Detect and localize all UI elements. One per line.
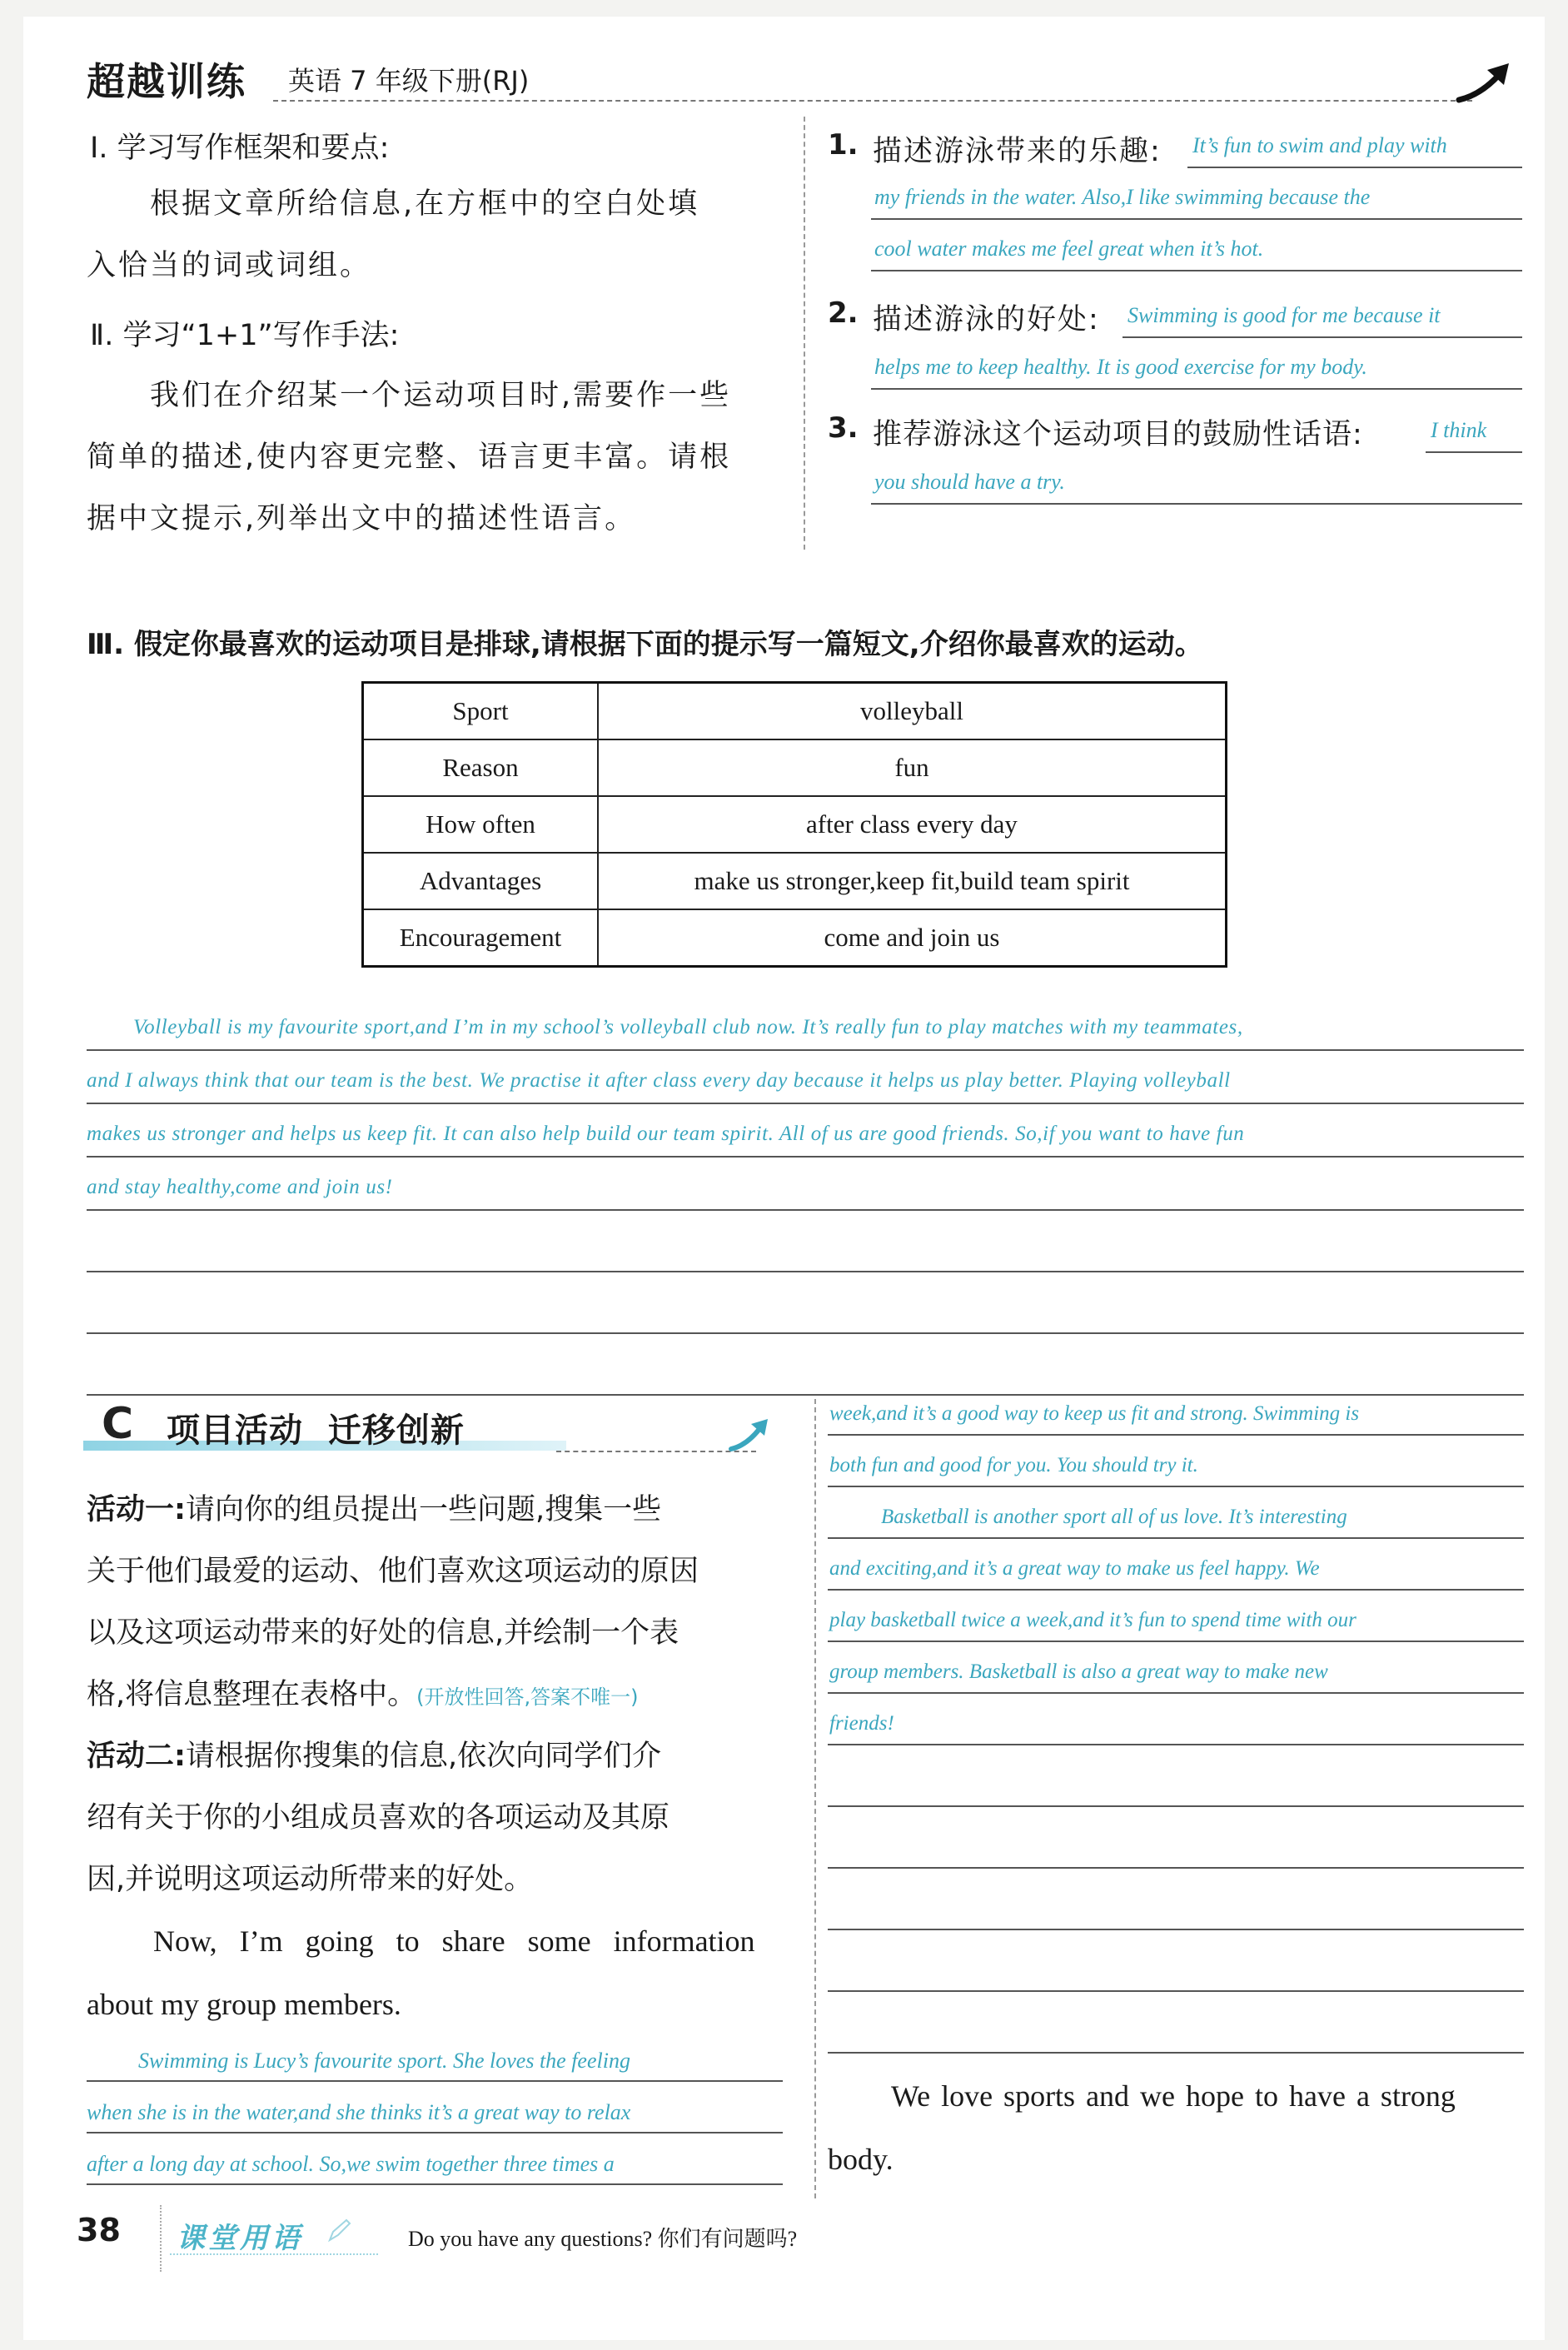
answer-line [871, 503, 1522, 505]
section1-line-2: 入恰当的词或词组。 [87, 249, 372, 282]
writing-line [828, 1641, 1524, 1642]
question-3-number: 3. [828, 411, 859, 445]
section2-line-3: 据中文提示,列举出文中的描述性语言。 [87, 502, 637, 535]
writing-line [87, 2132, 783, 2133]
essay-line-3: makes us stronger and helps us keep fit. It can also help build our team spirit. All of us are good friends. So,if you want to have fun [87, 1123, 1245, 1145]
closing-line-1: We love sports and we hope to have a strong [891, 2079, 1456, 2113]
answer-line [1187, 167, 1522, 168]
writing-line [87, 1103, 1524, 1104]
question-1-number: 1. [828, 128, 859, 162]
pencil-icon [325, 2217, 353, 2245]
section-c-badge: C [102, 1399, 134, 1449]
intro-line-1: Now, I’m going to share some information [153, 1924, 755, 1958]
table-cell: after class every day [598, 796, 1227, 853]
right-answer-line-5: play basketball twice a week,and it’s fun to spend time with our [829, 1609, 1356, 1631]
question-2-answer-1: Swimming is good for me because it [1127, 303, 1441, 327]
column-divider [804, 117, 805, 550]
sport-table [361, 681, 1227, 968]
activity2-text: 请根据你搜集的信息,依次向同学们介 [186, 1740, 662, 1773]
essay-line-1: Volleyball is my favourite sport,and I’m in my school’s volleyball club now. It’s really fun to play matches with my teammates, [133, 1016, 1243, 1038]
header-rule [273, 100, 1472, 102]
essay-line-2: and I always think that our team is the best. We practise it after class every day because it helps us play better. Playing volleyball [87, 1069, 1231, 1092]
activity1-text: 请向你的组员提出一些问题,搜集一些 [186, 1493, 662, 1526]
section2-heading: Ⅱ. 学习“1+1”写作手法: [90, 319, 400, 352]
table-cell: make us stronger,keep fit,build team spirit [598, 853, 1227, 909]
section2-line-1: 我们在介绍某一个运动项目时,需要作一些 [150, 379, 732, 412]
activity2-label: 活动二: [87, 1740, 186, 1773]
header-title: 超越训练 [87, 59, 246, 104]
activity1-line-2: 关于他们最爱的运动、他们喜欢这项运动的原因 [87, 1555, 699, 1588]
question-2-prompt: 描述游泳的好处: [873, 303, 1100, 336]
table-row [363, 796, 1227, 853]
writing-line [828, 1589, 1524, 1591]
activity2-line-3: 因,并说明这项运动所带来的好处。 [87, 1863, 534, 1896]
right-answer-line-7: friends! [829, 1712, 894, 1735]
arrow-icon [728, 1412, 778, 1454]
activity1-line-1 [87, 1479, 661, 1541]
right-answer-line-1: week,and it’s a good way to keep us fit and strong. Swimming is [829, 1402, 1360, 1425]
table-cell: Encouragement [363, 909, 599, 967]
writing-line [828, 1867, 1524, 1869]
writing-line [87, 1156, 1524, 1158]
section1-line-1: 根据文章所给信息,在方框中的空白处填 [150, 187, 700, 221]
essay-line-4: and stay healthy,come and join us! [87, 1176, 393, 1198]
answer-line [871, 270, 1522, 271]
writing-line [87, 2183, 783, 2185]
footer-rule [170, 2253, 378, 2255]
table-cell: fun [598, 739, 1227, 796]
writing-line [828, 1990, 1524, 1992]
table-cell: Sport [363, 683, 599, 740]
writing-line [828, 1929, 1524, 1930]
right-answer-line-2: both fun and good for you. You should try it. [829, 1454, 1198, 1476]
activity1-note: (开放性回答,答案不唯一) [416, 1685, 639, 1709]
writing-line [87, 1049, 1524, 1051]
footer-phrase: Do you have any questions? 你们有问题吗? [408, 2227, 798, 2251]
section2-line-2: 简单的描述,使内容更完整、语言更丰富。请根 [87, 441, 732, 474]
section-c-rule [556, 1451, 756, 1452]
answer-line [1122, 336, 1522, 338]
writing-line [828, 1692, 1524, 1694]
workbook-page [23, 17, 1545, 2340]
activity1-line-3: 以及这项运动带来的好处的信息,并绘制一个表 [87, 1616, 679, 1650]
question-3-answer-2: you should have a try. [874, 470, 1065, 494]
page-number: 38 [77, 2212, 121, 2248]
writing-line [87, 1209, 1524, 1211]
table-cell: How often [363, 796, 599, 853]
column-divider [814, 1399, 816, 2198]
left-answer-line-1: Swimming is Lucy’s favourite sport. She loves the feeling [138, 2049, 630, 2073]
table-cell: volleyball [598, 683, 1227, 740]
writing-line [87, 1271, 1524, 1272]
answer-line [871, 218, 1522, 220]
right-answer-line-3: Basketball is another sport all of us love. It’s interesting [881, 1506, 1347, 1528]
section3-heading: Ⅲ. 假定你最喜欢的运动项目是排球,请根据下面的提示写一篇短文,介绍你最喜欢的运动。 [87, 628, 1203, 661]
question-2-number: 2. [828, 296, 859, 330]
table-row [363, 739, 1227, 796]
question-3-prompt: 推荐游泳这个运动项目的鼓励性话语: [873, 418, 1363, 451]
right-answer-line-4: and exciting,and it’s a great way to make us feel happy. We [829, 1557, 1320, 1580]
writing-line [87, 1394, 1524, 1396]
writing-line [828, 1744, 1524, 1745]
question-1-answer-2: my friends in the water. Also,I like swimming because the [874, 185, 1371, 209]
left-answer-line-3: after a long day at school. So,we swim together three times a [87, 2152, 615, 2176]
question-1-prompt: 描述游泳带来的乐趣: [873, 135, 1162, 168]
activity2-line-2: 绍有关于你的小组成员喜欢的各项运动及其原 [87, 1801, 670, 1835]
closing-line-2: body. [828, 2143, 894, 2176]
question-1-answer-3: cool water makes me feel great when it’s hot. [874, 236, 1264, 261]
activity1-text: 格,将信息整理在表格中。 [87, 1678, 417, 1711]
question-1-answer-1: It’s fun to swim and play with [1192, 133, 1447, 157]
writing-line [828, 1537, 1524, 1539]
answer-line [1426, 451, 1522, 453]
writing-line [828, 1434, 1524, 1436]
intro-line-2: about my group members. [87, 1988, 401, 2021]
question-2-answer-2: helps me to keep healthy. It is good exercise for my body. [874, 355, 1367, 379]
writing-line [87, 2080, 783, 2082]
table-cell: come and join us [598, 909, 1227, 967]
table-cell: Advantages [363, 853, 599, 909]
header-subtitle: 英语 7 年级下册(RJ) [288, 65, 530, 97]
question-3-answer-1: I think [1431, 418, 1487, 442]
writing-line [828, 1805, 1524, 1807]
answer-line [871, 388, 1522, 390]
writing-line [87, 1332, 1524, 1334]
table-row [363, 853, 1227, 909]
section1-heading: Ⅰ. 学习写作框架和要点: [90, 132, 390, 165]
table-cell: Reason [363, 739, 599, 796]
left-answer-line-2: when she is in the water,and she thinks it’s a great way to relax [87, 2100, 631, 2124]
right-answer-line-6: group members. Basketball is also a great way to make new [829, 1660, 1328, 1683]
footer-label: 课堂用语 [177, 2222, 303, 2255]
table-row [363, 909, 1227, 967]
footer-divider [160, 2205, 162, 2272]
activity1-line-4 [87, 1664, 639, 1728]
section-c-title: 项目活动 迁移创新 [167, 1411, 465, 1450]
activity1-label: 活动一: [87, 1493, 186, 1526]
table-row [363, 683, 1227, 740]
arrow-icon [1456, 57, 1522, 107]
writing-line [828, 1486, 1524, 1487]
writing-line [828, 2052, 1524, 2054]
activity2-line-1 [87, 1725, 661, 1787]
